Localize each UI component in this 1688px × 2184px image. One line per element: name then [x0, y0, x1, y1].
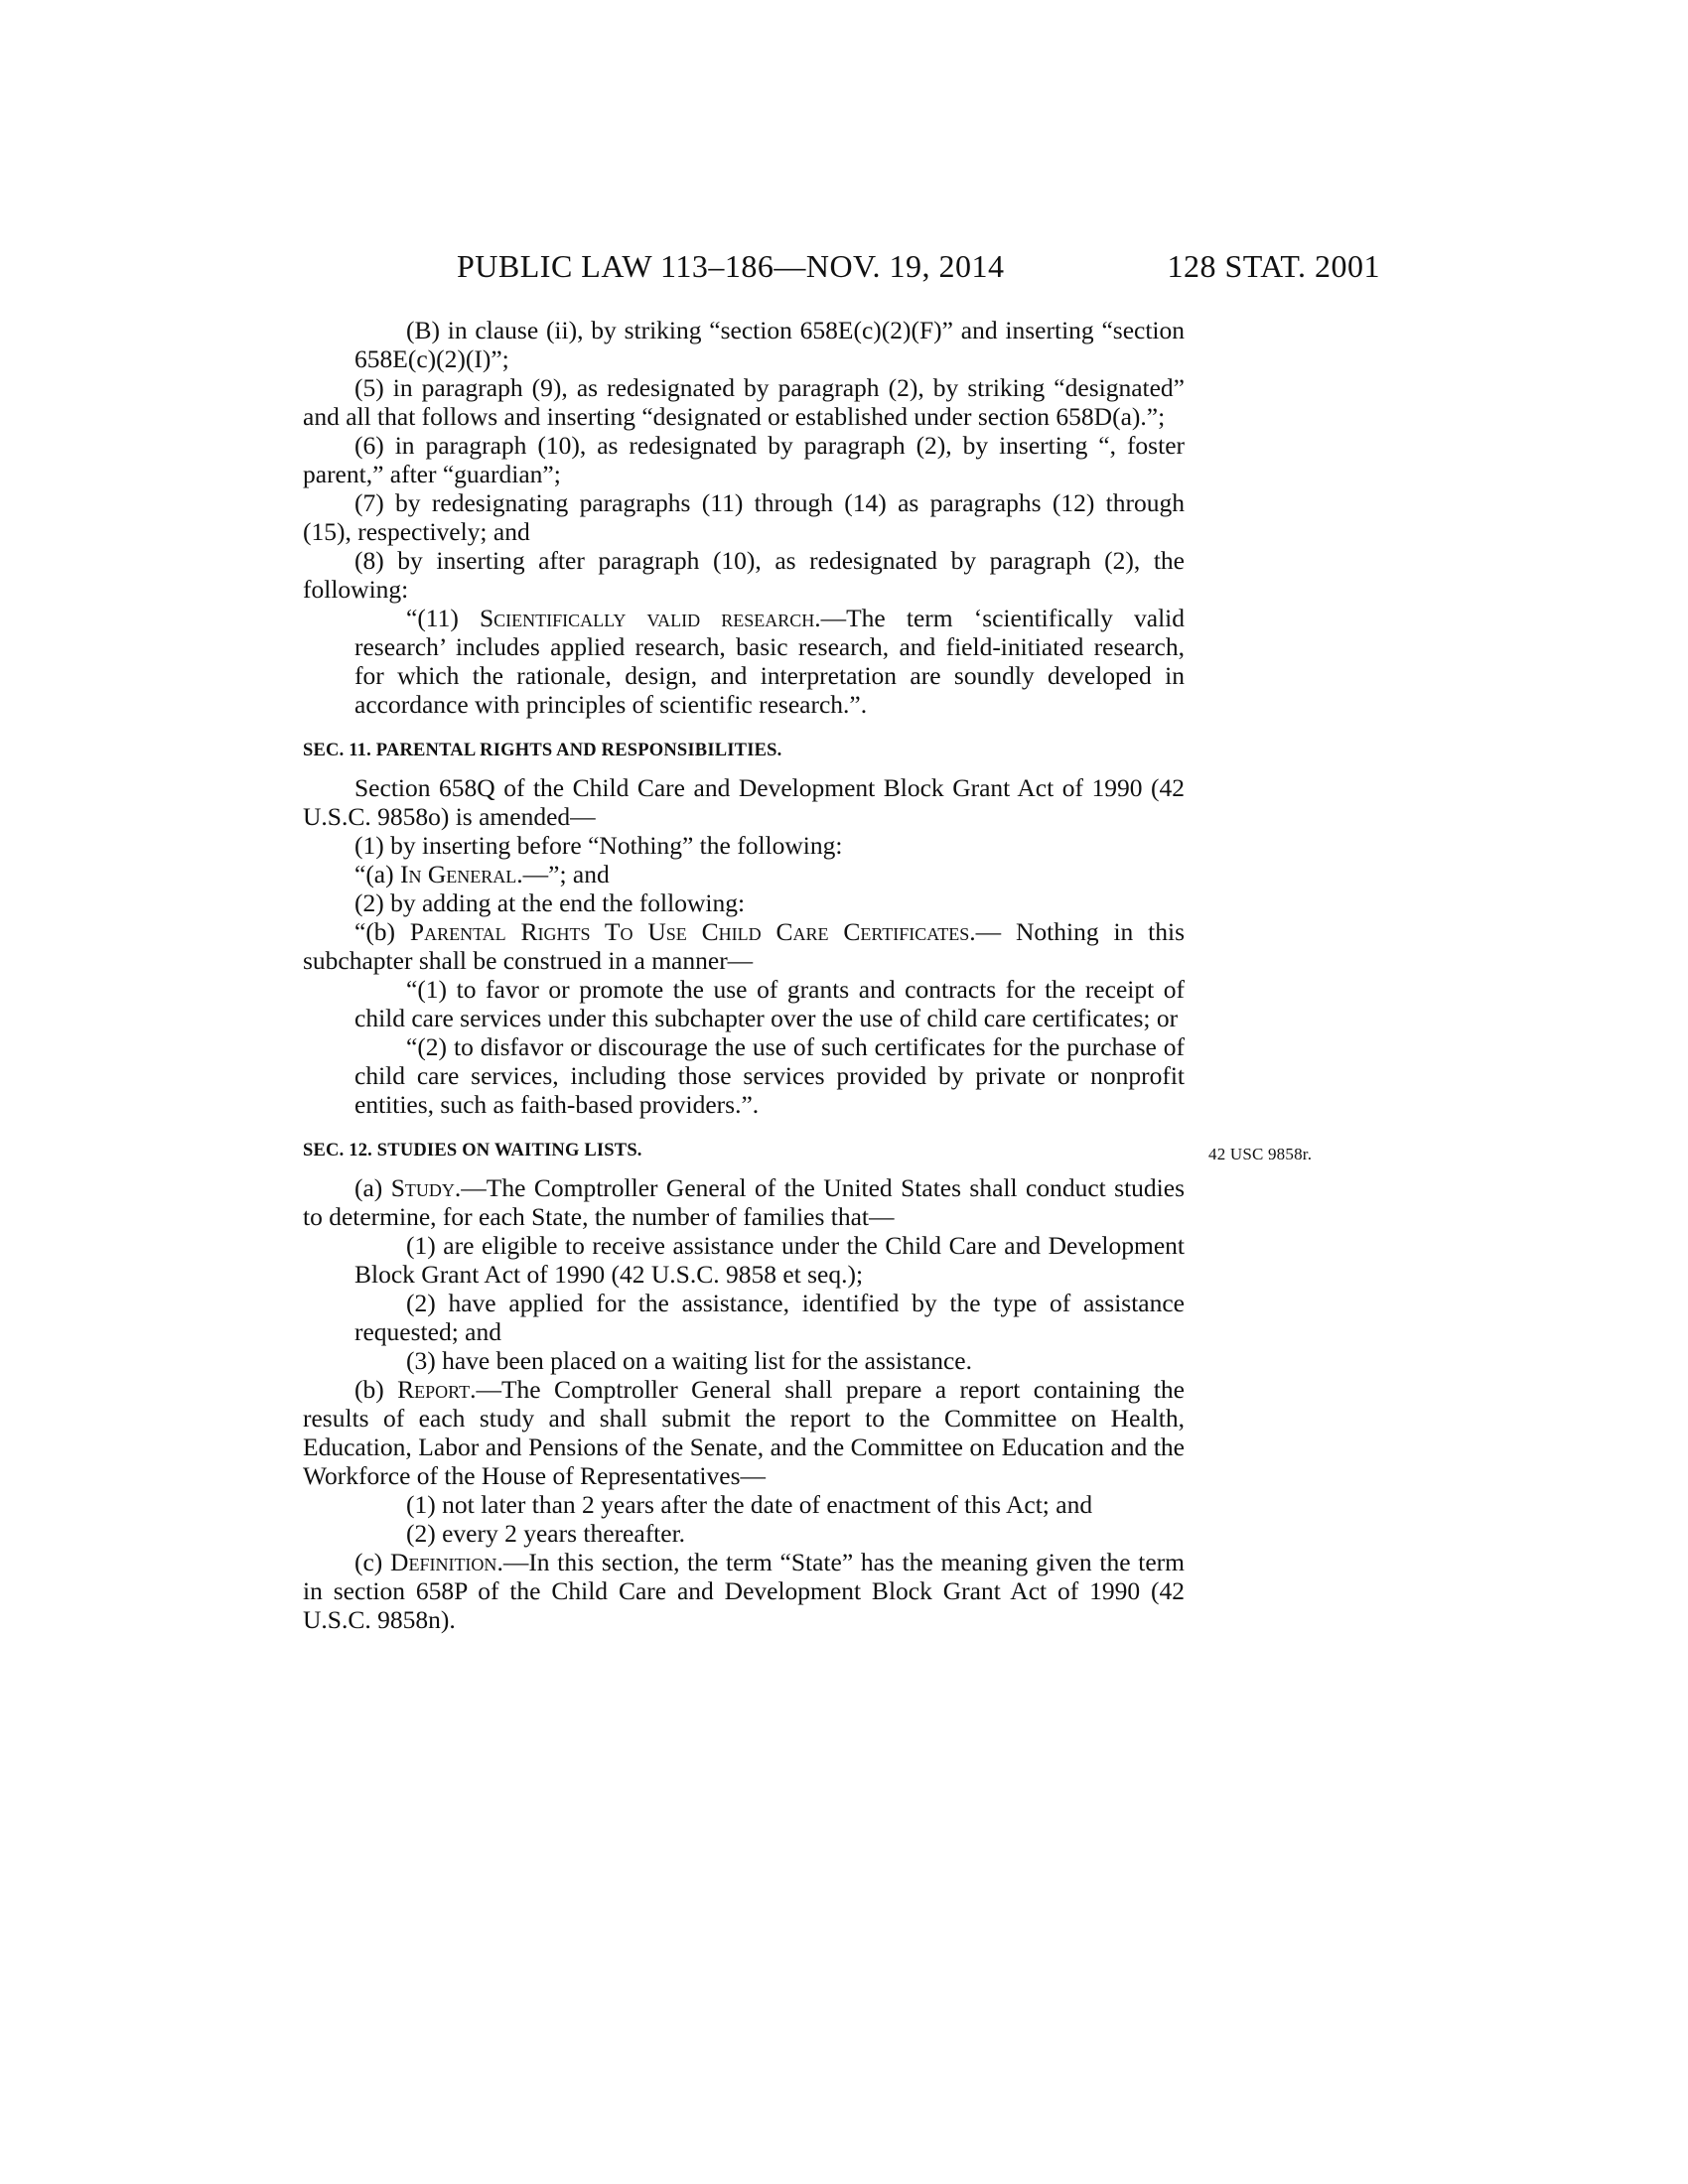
section-12-a-item-2: (2) have applied for the assistance, identified by the type of assistance requested; and — [354, 1289, 1185, 1346]
sec12-a-lead: (a) — [354, 1173, 391, 1202]
section-12-heading — [303, 1137, 1313, 1165]
paragraph-5: (5) in paragraph (9), as redesignated by paragraph (2), by striking “designated” and all that follows and inserting “designated or established under section 658D(a).”; — [303, 373, 1185, 431]
paragraph-7: (7) by redesignating paragraphs (11) through (14) as paragraphs (12) through (15), respectively; and — [303, 488, 1185, 546]
paragraph-6: (6) in paragraph (10), as redesignated by paragraph (2), by inserting “, foster parent,” after “guardian”; — [303, 431, 1185, 488]
section-12-a-item-1: (1) are eligible to receive assistance under the Child Care and Development Block Grant Act of 1990 (42 U.S.C. 9858 et seq.); — [354, 1231, 1185, 1289]
sec12-a-text: .—The Comptroller General of the United States shall conduct studies to determine, for each State, the number of families that— — [303, 1173, 1185, 1231]
paragraph-11-text: .—The term ‘scientifically valid research’ includes applied research, basic research, and field-initiated research, for which the rationale, design, and interpretation are soundly developed in accordance with principles of scientific research.”. — [354, 604, 1185, 719]
sec12-c-text: .—In this section, the term “State” has the meaning given the term in section 658P of the Child Care and Development Block Grant Act of 1990 (42 U.S.C. 9858n). — [303, 1548, 1185, 1634]
paragraph-11-heading: Scientifically valid research — [479, 604, 815, 632]
document-body — [303, 316, 1313, 1634]
subsection-b-lead: “(b) — [354, 917, 410, 946]
subsection-a-heading: In General — [400, 860, 517, 888]
paragraph-8: (8) by inserting after paragraph (10), as redesignated by paragraph (2), the following: — [303, 546, 1185, 604]
page-header — [457, 248, 1380, 294]
section-11-heading: SEC. 11. PARENTAL RIGHTS AND RESPONSIBILITIES. — [303, 741, 782, 760]
clause-b-paragraph: (B) in clause (ii), by striking “section 658E(c)(2)(F)” and inserting “section 658E(c)(2)(I)”; — [354, 316, 1185, 373]
subsection-b-text: .— Nothing in this subchapter shall be construed in a manner— — [303, 917, 1185, 975]
sec12-b-heading: Report — [397, 1375, 471, 1404]
subsection-a-lead: “(a) — [354, 860, 400, 888]
paragraph-11-definition — [303, 604, 1185, 719]
section-11-subsection-a — [303, 860, 1185, 888]
sec12-b-text: .—The Comptroller General shall prepare a report containing the results of each study and shall submit the report to the Committee on Health, Education, Labor and Pensions of the Senate, and the Committee on Education and the Workforce of the House of Representatives— — [303, 1375, 1186, 1490]
section-11-item-2: (2) by adding at the end the following: — [354, 888, 746, 917]
section-12-b-item-1: (1) not later than 2 years after the date of enactment of this Act; and — [406, 1490, 1093, 1519]
subsection-a-tail: .—”; and — [516, 860, 610, 888]
sec12-b-lead: (b) — [354, 1375, 398, 1404]
section-12-title: SEC. 12. STUDIES ON WAITING LISTS. — [303, 1141, 642, 1160]
sec12-c-heading: Definition — [390, 1548, 497, 1576]
margin-citation-note: 42 USC 9858r. — [1208, 1145, 1313, 1163]
paragraph-11-lead: “(11) — [406, 604, 480, 632]
section-11-intro: Section 658Q of the Child Care and Development Block Grant Act of 1990 (42 U.S.C. 9858o) is amended— — [303, 773, 1185, 831]
section-12-b-item-2: (2) every 2 years thereafter. — [406, 1519, 686, 1548]
sec12-c-lead: (c) — [354, 1548, 391, 1576]
header-law-date: PUBLIC LAW 113–186—NOV. 19, 2014 — [457, 248, 1005, 284]
section-11-item-1: (1) by inserting before “Nothing” the following: — [354, 831, 843, 860]
section-11-b-item-1: “(1) to favor or promote the use of grants and contracts for the receipt of child care services under this subchapter over the use of child care certificates; or — [354, 975, 1185, 1032]
header-stat-page: 128 STAT. 2001 — [1167, 248, 1380, 284]
section-11-subsection-b — [303, 917, 1185, 975]
section-12-subsection-c — [303, 1548, 1185, 1634]
section-12-a-item-3: (3) have been placed on a waiting list for the assistance. — [406, 1346, 973, 1375]
section-11-b-item-2: “(2) to disfavor or discourage the use of such certificates for the purchase of child care services, including those services provided by private or nonprofit entities, such as faith-based providers.”. — [354, 1032, 1185, 1119]
section-12-subsection-b — [303, 1375, 1185, 1490]
subsection-b-heading: Parental Rights To Use Child Care Certificates — [409, 917, 970, 946]
section-12-subsection-a — [303, 1173, 1185, 1231]
sec12-a-heading: Study — [390, 1173, 455, 1202]
